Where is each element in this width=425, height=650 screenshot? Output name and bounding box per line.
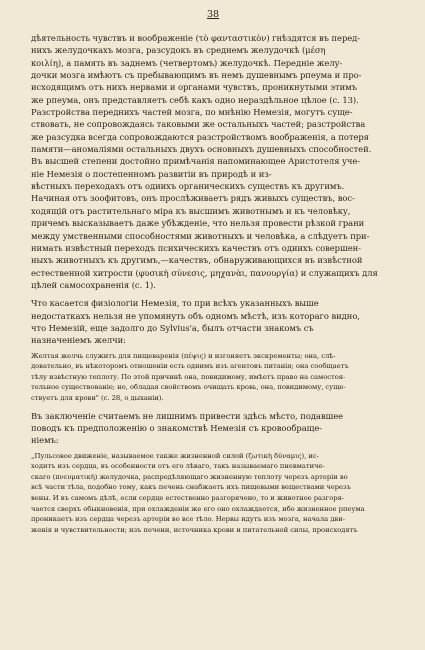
quote-line: всѣ части тѣла, подобно тому, какъ печень снабжаетъ ихъ пищевыми веществами черезъ (31, 483, 351, 492)
quote-line: ходитъ изъ сердца, въ особенности отъ его лѣваго, такъ называемаго пневматиче- (31, 462, 325, 471)
text-line: ныхъ животныхъ къ другимъ,—качествъ, обнаруживающихся въ извѣстной (31, 255, 363, 266)
text-line: же рпеума, онъ представляетъ себѣ какъ одно нераздѣльное цѣлое (с. 13). (31, 94, 359, 105)
quote-line: довательно, въ нѣкоторомъ отношеніи есть однимъ изъ агентовъ питанія; она сообщаетъ (31, 362, 349, 371)
text-line: ходящій отъ растительнаго міра къ высшимъ животнымъ и къ человѣку, (31, 205, 351, 216)
text-line: Что касается физіологіи Немезія, то при всѣхъ указанныхъ выше (31, 298, 319, 309)
quote-line: „Пульсовое движеніе, называемое также жизненной силой (ζωτικὴ δύναμις), ис- (31, 451, 319, 460)
quote-line: скаго (πνευματικὴ) желудочка, распредѣляющаго жизненную теплоту черезъ артеріи во (31, 472, 348, 481)
text-line: нимать извѣстный переходъ психическихъ качествъ отъ одиихъ совершен- (31, 242, 361, 253)
quote-line: чается сверхъ обыкновенія, при охлажденіи же его оно охлаждается, ибо жизненное рпеума (31, 504, 365, 513)
text-line: недостаткахъ нельзя не упомянуть объ одномъ мѣстѣ, изъ котораго видно, (31, 310, 360, 321)
text-line: исходящимъ отъ нихъ нервами и органами чувствъ, проникнутыми этимъ (31, 82, 357, 93)
text-line: что Немезій, еще задолго до Sylvius'a, былъ отчасти знакомъ съ (31, 322, 314, 333)
page-number: 38 (206, 9, 220, 20)
text-line: памяти—аномаліями остальныхъ двухъ основныхъ душевныхъ способностей. (31, 144, 372, 155)
quote-line: тѣлу извѣстную теплоту. По этой причинѣ она, повидимому, имѣетъ право на самостоя- (31, 372, 346, 381)
text-line: же разсудка всегда сопровождаются разстройствомъ воображенія, а потеря (31, 131, 369, 142)
text-line: Въ высшей степени достойно примѣчанія напоминающее Аристотеля уче- (31, 156, 361, 167)
text-line: нихъ желудочкахъ мозга, разсудокъ въ среднемъ желудочкѣ (μέση (31, 45, 326, 56)
text-line: вѣстныхъ переходахъ отъ одиихъ органическихъ существъ къ другимъ. (31, 181, 345, 192)
quote-line: ствуетъ для крови" (с. 28, о дыханіи). (31, 393, 164, 402)
text-line: дочки мозга имѣютъ съ пребывающимъ въ немъ душевнымъ рпеума и про- (31, 70, 362, 81)
paragraph-2 (31, 297, 395, 346)
quote-line: женія и чувствительности; изъ печени, источника крови и питательной силы, происходятъ (31, 525, 358, 534)
quote-line: проникаетъ изъ сердца черезъ артеріи во все тѣло. Нервы идутъ изъ мозга, начала дви- (31, 515, 345, 524)
paragraph-3 (31, 410, 395, 447)
quote-block-2 (31, 451, 395, 536)
text-line: дѣятельность чувствъ и воображеніе (τὸ φανταστικὸν) гнѣздятся въ перед- (31, 33, 361, 43)
quote-block-1 (31, 351, 395, 404)
text-line: естественной хитрости (φυσικὴ σύνεσις, μηχανὰι, πανουργία) и служащихъ для (31, 267, 378, 278)
text-line: поводъ къ предположенію о знакомствѣ Немезія съ кровообраще- (31, 422, 323, 433)
text-line: ніе Немезія о постепенномъ развитіи въ природѣ и из- (31, 168, 272, 179)
text-line: назначеніемъ желчи: (31, 335, 126, 346)
quote-line: вены. И въ самомъ дѣлѣ, если сердце естественно разгорячено, то и животное разгоря- (31, 493, 345, 502)
text-line: между умственными способностями животныхъ и человѣка, а слѣдуетъ при- (31, 230, 370, 241)
text-line: цѣлей самосохраненія (с. 1). (31, 279, 156, 290)
text-line: ствовать, не сопровождаясь таковыми же остальныхъ частей; разстройства (31, 119, 366, 130)
text-line: κοιλίη), а память въ заднемъ (четвертомъ) желудочкѣ. Передніе желу- (31, 57, 343, 68)
text-line: Въ заключеніе считаемъ не лишнимъ привести здѣсь мѣсто, подавшее (31, 410, 344, 421)
text-line: Разстройства переднихъ частей мозга, по мнѣнію Немезія, могутъ суще- (31, 107, 353, 118)
text-line: причемъ высказываетъ даже убѣжденіе, что нельзя провести рѣзкой грани (31, 218, 365, 229)
quote-line: Желтая желчь служитъ для пищеваренія (πέψις) и изгоняетъ экскременты; она, слѣ- (31, 351, 336, 360)
text-line: ніемъ: (31, 435, 59, 446)
quote-line: тельное существованіе; но, обладая свойствомъ очищать кровь, она, повидимому, суще- (31, 383, 346, 392)
paragraph-1 (31, 32, 395, 291)
text-line: Начиная отъ зоофитовъ, онъ прослѣживаетъ рядъ живыхъ существъ, вос- (31, 193, 355, 204)
